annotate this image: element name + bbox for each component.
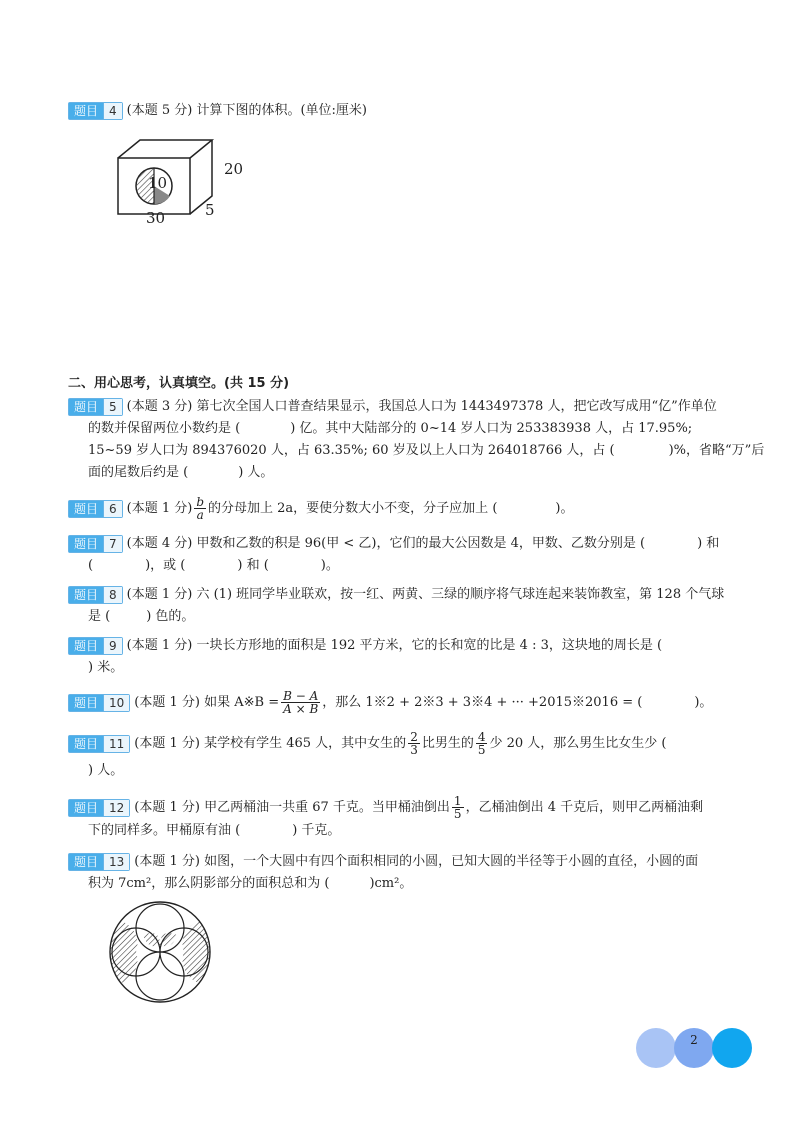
question-5-line-3: 15~59 岁人口为 894376020 人，占 63.35%; 60 岁及以上人口为 264018766 人，占 ( )%，省略“万”后 <box>88 443 765 458</box>
question-tag: 题目 9 <box>68 637 123 655</box>
question-8-line-2: 是 ( ) 色的。 <box>88 609 195 624</box>
question-7-line-1: 题目 7 (本题 4 分) 甲数和乙数的积是 96(甲 < 乙)，它们的最大公因数是 4，甲数、乙数分别是 ( ) 和 <box>68 533 719 555</box>
depth-dimension-label: 5 <box>205 201 215 219</box>
question-tag: 题目 5 <box>68 398 123 416</box>
page-decor-circle <box>636 1028 676 1068</box>
question-13-line-1: 题目 13 (本题 1 分) 如图，一个大圆中有四个面积相同的小圆，已知大圆的半径等于小圆的直径，小圆的面 <box>68 851 698 873</box>
question-6: 题目 6 (本题 1 分) $\frac{b}{a}$ 的分母加上 2a，要使分数大小不变，分子应加上 ( )。 <box>68 496 573 521</box>
fraction: $\frac{2}{3}$ <box>410 730 418 757</box>
circles-figure <box>108 900 212 1004</box>
question-7-line-2: ( )，或 ( ) 和 ( )。 <box>88 558 339 573</box>
question-tag: 题目 10 <box>68 694 130 712</box>
question-tag: 题目 11 <box>68 735 130 753</box>
page-number: 2 <box>690 1033 698 1047</box>
question-5-line-2: 的数并保留两位小数约是 ( ) 亿。其中大陆部分的 0~14 岁人口为 253383938 人，占 17.95%; <box>88 421 693 436</box>
question-tag: 题目 4 <box>68 102 123 120</box>
inner-dimension-label: 10 <box>148 174 168 192</box>
question-10: 题目 10 (本题 1 分) 如果 A※B = $\frac{B - A}{A \times B}$ ，那么 1※2 + 2※3 + 3※4 + ··· +2015※2016 = ( )。 <box>68 690 712 715</box>
box-with-cylinder-hole-figure <box>110 138 260 230</box>
question-13-line-2: 积为 7cm²，那么阴影部分的面积总和为 ( )cm²。 <box>88 876 413 891</box>
section-2-title: 二、用心思考，认真填空。(共 15 分) <box>68 376 290 391</box>
height-dimension-label: 20 <box>224 160 244 178</box>
question-12-line-1: 题目 12 (本题 1 分) 甲乙两桶油一共重 67 千克。当甲桶油倒出 $\frac{1}{5}$ ，乙桶油倒出 4 千克后，则甲乙两桶油剩 <box>68 795 703 820</box>
question-11-line-1: 题目 11 (本题 1 分) 某学校有学生 465 人，其中女生的 $\frac{2}{3}$ 比男生的 $\frac{4}{5}$ 少 20 人，那么男生比女生少 ( <box>68 731 667 756</box>
question-12-line-2: 下的同样多。甲桶原有油 ( ) 千克。 <box>88 823 341 838</box>
fraction: $\frac{b}{a}$ <box>196 495 205 522</box>
question-11-line-2: ) 人。 <box>88 763 124 778</box>
fraction: $\frac{B - A}{A \times B}$ <box>283 689 319 716</box>
question-tag: 题目 13 <box>68 853 130 871</box>
question-4 <box>68 100 367 122</box>
question-tag: 题目 6 <box>68 500 123 518</box>
question-5-line-1: 题目 5 (本题 3 分) 第七次全国人口普查结果显示，我国总人口为 1443497378 人，把它改写成用“亿”作单位 <box>68 396 717 418</box>
question-5-line-4: 面的尾数后约是 ( ) 人。 <box>88 465 274 480</box>
question-9-line-2: ) 米。 <box>88 660 124 675</box>
page-decor-circle <box>712 1028 752 1068</box>
question-tag: 题目 12 <box>68 799 130 817</box>
question-tag: 题目 8 <box>68 586 123 604</box>
question-9-line-1: 题目 9 (本题 1 分) 一块长方形地的面积是 192 平方米，它的长和宽的比是 4 : 3，这块地的周长是 ( <box>68 635 662 657</box>
width-dimension-label: 30 <box>146 209 166 227</box>
fraction: $\frac{1}{5}$ <box>453 794 462 821</box>
fraction: $\frac{4}{5}$ <box>477 730 486 757</box>
question-8-line-1: 题目 8 (本题 1 分) 六 (1) 班同学毕业联欢，按一红、两黄、三绿的顺序将气球连起来装饰教室，第 128 个气球 <box>68 584 724 606</box>
question-4-text: (本题 5 分) 计算下图的体积。(单位:厘米) <box>126 103 367 118</box>
question-tag: 题目 7 <box>68 535 123 553</box>
